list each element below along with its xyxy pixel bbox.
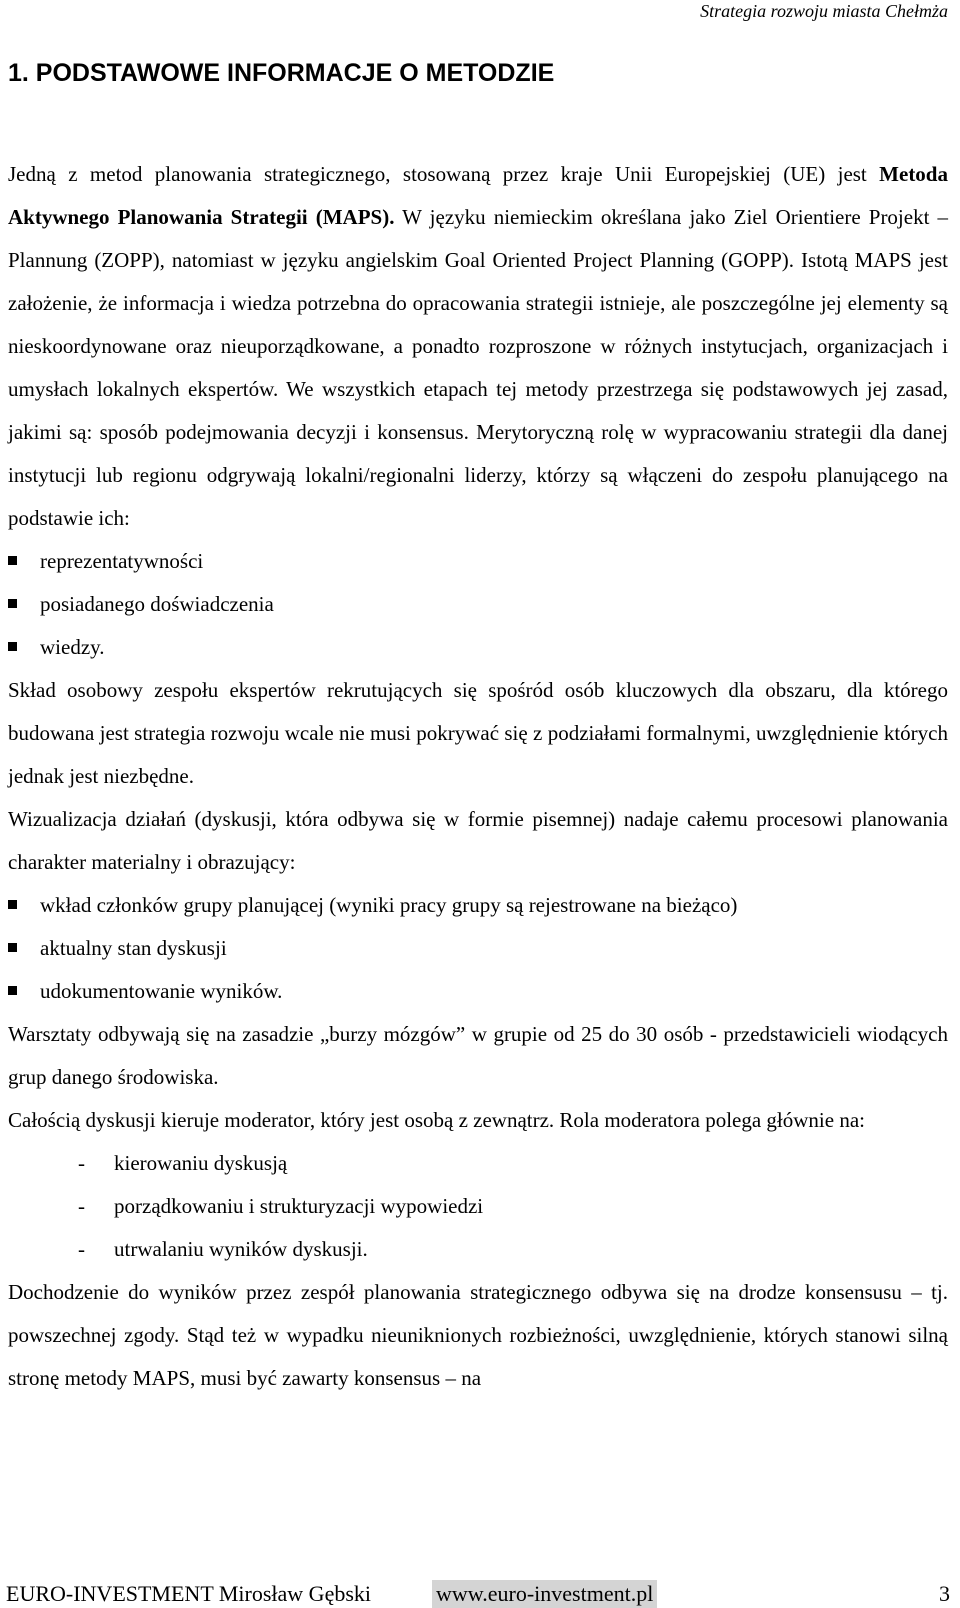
dash-bullet: - [78, 1194, 85, 1218]
document-body [8, 153, 948, 1400]
moderator-paragraph: Całością dyskusji kieruje moderator, który jest osobą z zewnątrz. Rola moderatora polega głównie na: [8, 1108, 865, 1132]
list-item: - kierowaniu dyskusją [8, 1142, 948, 1185]
square-bullet-icon [8, 943, 17, 952]
visualization-list [8, 884, 948, 1013]
list-item: - porządkowaniu i strukturyzacji wypowiedzi [8, 1185, 948, 1228]
dash-bullet: - [78, 1151, 85, 1175]
list-item: reprezentatywności [8, 540, 948, 583]
square-bullet-icon [8, 599, 17, 608]
moderator-role-list [8, 1142, 948, 1271]
visualization-paragraph: Wizualizacja działań (dyskusji, która odbywa się w formie pisemnej) nadaje całemu procesowi planowania charakter materialny i obrazujący: [8, 807, 948, 874]
footer-website-link[interactable]: www.euro-investment.pl [432, 1580, 657, 1608]
workshops-paragraph: Warsztaty odbywają się na zasadzie „burzy mózgów” w grupie od 25 do 30 osób - przedstawicieli wiodących grup danego środowiska. [8, 1022, 948, 1089]
section-heading: 1. PODSTAWOWE INFORMACJE O METODZIE [8, 59, 555, 87]
list-item: udokumentowanie wyników. [8, 970, 948, 1013]
square-bullet-icon [8, 986, 17, 995]
dash-bullet: - [78, 1237, 85, 1261]
intro-text: Jedną z metod planowania strategicznego, stosowaną przez kraje Unii Europejskiej (UE) jest [8, 162, 880, 186]
page-number: 3 [939, 1581, 950, 1606]
team-composition-paragraph: Skład osobowy zespołu ekspertów rekrutujących się spośród osób kluczowych dla obszaru, dla którego budowana jest strategia rozwoju wcale nie musi pokrywać się z podziałami formalnymi, uwzględnienie których jednak jest niezbędne. [8, 678, 948, 788]
square-bullet-icon [8, 556, 17, 565]
consensus-paragraph: Dochodzenie do wyników przez zespół planowania strategicznego odbywa się na drodze konsensusu – tj. powszechnej zgody. Stąd też w wypadku nieuniknionych rozbieżności, uwzględnienie, których stanowi silną stronę metody MAPS, musi być zawarty konsensus – na [8, 1280, 948, 1390]
intro-rest: W języku niemieckim określana jako Ziel Orientiere Projekt – Plannung (ZOPP), natomiast w języku angielskim Goal Oriented Project Planning (GOPP). Istotą MAPS jest założenie, że informacja i wiedza potrzebna do opracowania strategii istnieje, ale poszczególne jej elementy są nieskoordynowane oraz nieuporządkowane, a ponadto rozproszone w różnych instytucjach, organizacjach i umysłach lokalnych ekspertów. We wszystkich etapach tej metody przestrzega się podstawowych jej zasad, jakimi są: sposób podejmowania decyzji i konsensus. Merytoryczną rolę w wypracowaniu strategii dla danej instytucji lub regionu odgrywają lokalni/regionalni liderzy, którzy są włączeni do zespołu planującego na podstawie ich: [8, 205, 948, 530]
running-header: Strategia rozwoju miasta Chełmża [700, 1, 948, 21]
list-item: posiadanego doświadczenia [8, 583, 948, 626]
maps-method-name: Metoda Aktywnego Planowania Strategii (MAPS). [8, 162, 948, 229]
intro-paragraph [8, 153, 948, 540]
list-item: aktualny stan dyskusji [8, 927, 948, 970]
footer-company: EURO-INVESTMENT Mirosław Gębski [6, 1581, 372, 1606]
page-footer [0, 1580, 960, 1608]
square-bullet-icon [8, 642, 17, 651]
list-item: wiedzy. [8, 626, 948, 669]
list-item: - utrwalaniu wyników dyskusji. [8, 1228, 948, 1271]
criteria-list [8, 540, 948, 669]
square-bullet-icon [8, 900, 17, 909]
list-item: wkład członków grupy planującej (wyniki pracy grupy są rejestrowane na bieżąco) [8, 884, 948, 927]
